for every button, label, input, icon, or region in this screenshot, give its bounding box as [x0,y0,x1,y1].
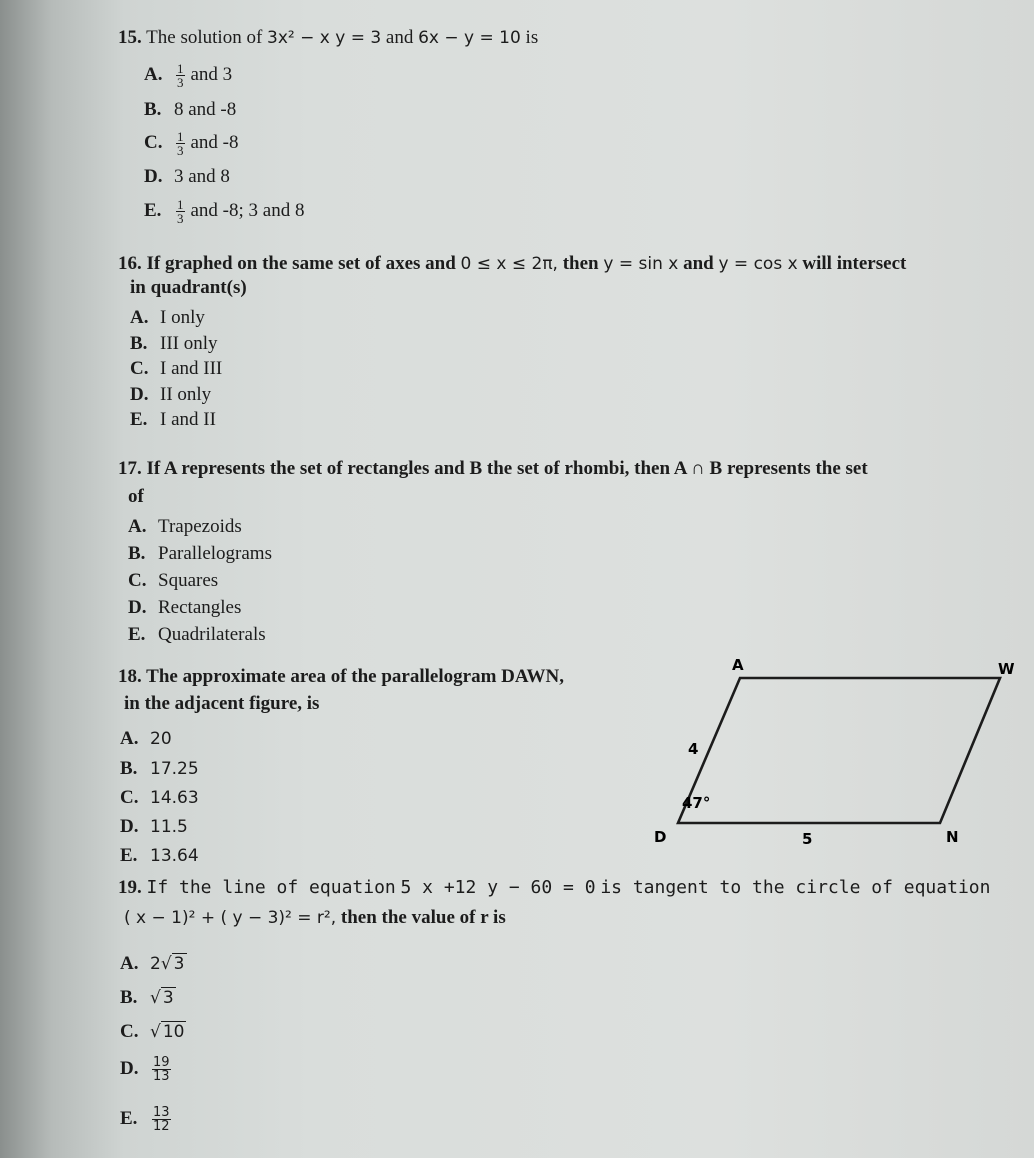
fraction-numerator: 1 [177,129,184,144]
q17-option-c[interactable] [128,569,218,593]
q19-option-c[interactable] [120,1020,186,1044]
q17-option-e-letter: E. [128,624,146,645]
fraction-denominator: 3 [177,143,184,158]
q19-option-d[interactable] [120,1056,177,1083]
q17-option-b-text: Parallelograms [158,543,272,564]
q15-eq2: 6x − y = 10 [418,28,521,48]
q18-option-b[interactable] [120,757,199,781]
q18-option-d-text: 11.5 [150,817,188,837]
q17-option-a-letter: A. [128,516,147,537]
q16-option-b-text: III only [160,333,218,354]
q18-option-b-text: 17.25 [150,759,199,779]
q17-line1 [118,457,1018,481]
side-dn-label: 5 [802,830,813,848]
q18-option-c-letter: C. [120,787,139,808]
q16-option-e[interactable] [130,408,216,432]
fraction [152,1056,171,1083]
q16-option-d-text: II only [160,384,212,405]
q18-option-b-letter: B. [120,758,138,779]
q19-option-d-letter: D. [120,1057,139,1079]
q18-option-c-text: 14.63 [150,788,199,808]
q15-option-a[interactable] [144,62,232,89]
q16-option-b[interactable] [130,332,218,356]
q19-option-b[interactable] [120,986,176,1010]
q18-option-e[interactable] [120,844,199,868]
q16-option-d-letter: D. [130,384,149,405]
q15-option-c[interactable] [144,130,239,157]
q18-number: 18. [118,666,142,687]
q15-option-b-text: 8 and -8 [174,99,237,120]
q17-line2: of [128,486,144,507]
q16-text-c: and [683,253,714,274]
q16-text-a: If graphed on the same set of axes and [146,253,456,274]
q18-option-e-letter: E. [120,845,138,866]
q19-option-e[interactable] [120,1106,177,1133]
q16-stem [118,252,1018,300]
q15-eq1: 3x² − x y = 3 [267,28,382,48]
vertex-w-label: W [998,660,1015,678]
q16-line2: in quadrant(s) [130,277,247,298]
q15-option-c-letter: C. [144,131,163,153]
q16-option-b-letter: B. [130,333,148,354]
q15-option-c-text: and -8 [190,131,239,153]
q18-option-a-text: 20 [150,729,172,749]
q16-text-b: then [562,253,599,274]
q17-option-d-letter: D. [128,597,147,618]
q15-option-e-text: and -8; 3 and 8 [190,199,305,221]
angle-d-label: 47° [682,794,711,812]
q19-number: 19. [118,877,142,898]
q16-option-e-text: I and II [160,409,216,430]
fraction-denominator: 3 [177,75,184,90]
q15-text-b: and [385,27,414,48]
q15-option-a-letter: A. [144,63,163,85]
q16-option-a[interactable] [130,306,205,330]
q16-func2: y = cos x [718,254,798,274]
side-da-label: 4 [688,740,699,758]
fraction [176,130,185,157]
sqrt-symbol: √ 10 [150,1022,185,1042]
q16-text-d: will intersect [802,253,907,274]
parallelogram-dawn [678,678,1000,823]
fraction [176,198,185,225]
q16-number: 16. [118,253,142,274]
q15-option-d-letter: D. [144,166,163,187]
vertex-a-label: A [732,656,744,674]
q18-option-e-text: 13.64 [150,846,199,866]
q16-option-c[interactable] [130,357,222,381]
q17-option-d-text: Rectangles [158,597,242,618]
q16-option-d[interactable] [130,383,211,407]
q16-option-e-letter: E. [130,409,148,430]
q17-option-b-letter: B. [128,543,146,564]
q16-option-a-letter: A. [130,307,149,328]
q19-line2 [124,906,1018,930]
radicand: 10 [162,1022,185,1042]
q18-line2: in the adjacent figure, is [124,693,320,714]
q17-number: 17. [118,458,142,479]
fraction-numerator: 1 [177,61,184,76]
fraction [152,1106,171,1133]
radicand: 3 [173,954,185,974]
q15-option-a-text: and 3 [190,63,233,85]
q15-text-a: The solution of [146,27,263,48]
fraction-numerator: 1 [177,197,184,212]
q19-option-e-letter: E. [120,1107,138,1129]
q16-condition: 0 ≤ x ≤ 2π, [460,254,558,274]
q15-stem [118,26,538,50]
q19-text-a: If the line of equation [146,877,396,898]
q17-option-a-text: Trapezoids [158,516,242,537]
q15-option-d[interactable] [144,165,230,189]
parallelogram-figure [640,650,1020,860]
q15-option-b-letter: B. [144,99,162,120]
fraction [176,62,185,89]
q17-stem [118,457,1018,509]
q16-option-a-text: I only [160,307,205,328]
q19-line1 [118,876,1018,900]
q18-stem [118,665,638,716]
q16-option-c-text: I and III [160,358,223,379]
q18-line1 [118,665,638,689]
q19-option-a-letter: A. [120,953,139,974]
q17-option-b[interactable] [128,542,272,566]
q16-line1 [118,252,1018,276]
q18-option-d-letter: D. [120,816,139,837]
q19-circle-eq: ( x − 1)² + ( y − 3)² = r², [124,908,337,928]
q19-line-eq: 5 x +12 y − 60 = 0 [400,877,596,898]
fraction-denominator: 3 [177,211,184,226]
q17-option-e-text: Quadrilaterals [158,624,266,645]
q19-option-a-coef: 2 [150,954,161,974]
q19-text-b: is tangent to the circle of equation [600,877,991,898]
q15-number: 15. [118,27,142,48]
q18-option-d[interactable] [120,815,188,839]
q17-option-c-text: Squares [158,570,219,591]
q17-text: If A represents the set of rectangles and B the set of rhombi, then A ∩ B represents the set [146,458,868,479]
q18-option-c[interactable] [120,786,199,810]
q15-option-d-text: 3 and 8 [174,166,230,187]
q17-option-c-letter: C. [128,570,147,591]
fraction-numerator: 13 [153,1105,170,1120]
sqrt-symbol: √ 3 [160,954,185,974]
q15-option-e-letter: E. [144,199,162,221]
q15-text-c: is [525,27,539,48]
radicand: 3 [162,988,174,1008]
fraction-denominator: 12 [153,1119,170,1134]
q16-option-c-letter: C. [130,358,149,379]
q15-option-b[interactable] [144,98,236,122]
fraction-denominator: 13 [153,1069,170,1084]
q18-option-a[interactable] [120,727,172,751]
q18-option-a-letter: A. [120,728,139,749]
q19-option-a[interactable] [120,952,187,976]
vertex-d-label: D [654,828,667,846]
q15-option-e[interactable] [144,198,304,225]
q19-option-c-letter: C. [120,1021,139,1042]
q19-stem [118,876,1018,930]
q17-option-d[interactable] [128,596,241,620]
q16-func1: y = sin x [603,254,679,274]
q19-text-c: then the value of r is [340,907,506,928]
sqrt-symbol: √ 3 [150,988,174,1008]
q18-text: The approximate area of the parallelogram DAWN, [146,666,564,687]
q17-option-a[interactable] [128,515,242,539]
q19-option-b-letter: B. [120,987,138,1008]
vertex-n-label: N [946,828,959,846]
fraction-numerator: 19 [153,1055,170,1070]
q17-option-e[interactable] [128,623,266,647]
